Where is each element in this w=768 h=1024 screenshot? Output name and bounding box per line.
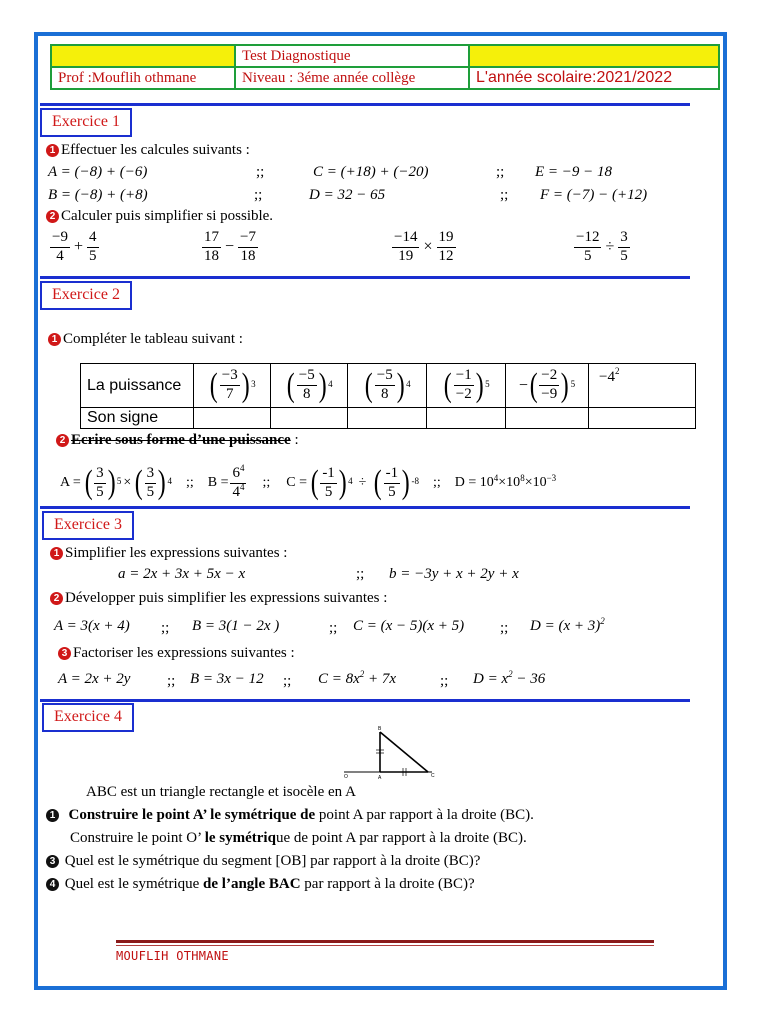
footer-rule — [116, 940, 654, 943]
footer-rule-thin — [116, 945, 654, 946]
cell-p4: ( −1 −2 ) $^5$ — [427, 364, 506, 408]
ex1-frac-3: $\frac{-14}{19}$ × $\frac{19}{12}$ — [394, 229, 454, 264]
ex2-q2-text: Ecrire sous forme d’une puissance — [71, 432, 291, 448]
sep: ;; — [283, 673, 292, 689]
ex2-q1 — [48, 332, 243, 347]
footer-author: MOUFLIH OTHMANE — [116, 949, 229, 963]
bullet-4-icon: 4 — [46, 878, 59, 891]
header-niveau: Niveau : 3éme année collège — [235, 67, 469, 89]
ex1-C: C = (+18) + (−20) — [313, 164, 429, 180]
sep: ;; — [440, 673, 449, 689]
ex3-q2 — [50, 591, 387, 606]
ex1-q2-text: Calculer puis simplifier si possible. — [61, 208, 274, 224]
sign-cell-1[interactable] — [194, 408, 271, 429]
sep: ;; — [254, 187, 263, 203]
sign-cell-4[interactable] — [427, 408, 506, 429]
sep: ;; — [500, 187, 509, 203]
power-table — [80, 363, 696, 429]
header-prof: Prof :Mouflih othmane — [51, 67, 235, 89]
header-empty-left — [51, 45, 235, 67]
header-annee: L'année scolaire:2021/2022 — [469, 67, 719, 89]
sep: ;; — [356, 566, 365, 582]
sep: ;; — [500, 620, 509, 636]
label-c: C — [431, 773, 435, 779]
bullet-2-icon: 2 — [46, 210, 59, 223]
ex1-E: E = −9 − 18 — [535, 164, 613, 180]
ex3-fact-D: $D = x^2 - 36$ — [473, 669, 546, 687]
cell-p3: ( −5 8 ) $^4$ — [348, 364, 427, 408]
sep: ;; — [496, 164, 505, 180]
header-empty-right — [469, 45, 719, 67]
rule-ex3 — [40, 506, 690, 509]
ex4-q2: Construire le point O’ le symétrique de point A par rapport à la droite (BC). — [70, 830, 527, 846]
row-label-puissance: La puissance — [81, 364, 194, 408]
bullet-1-icon: 1 — [46, 809, 59, 822]
bullet-2-icon: 2 — [56, 434, 69, 447]
label-o: O — [344, 774, 348, 780]
ex2-q1-text: Compléter le tableau suivant : — [63, 331, 243, 347]
rule-ex2 — [40, 276, 690, 279]
ex3-fact-A: A = 2x + 2y — [58, 671, 131, 687]
ex3-dev-B: B = 3(1 − 2x ) — [192, 618, 280, 634]
bullet-2-icon: 2 — [50, 592, 63, 605]
rule-ex4 — [40, 699, 690, 702]
ex3-fact-C: $C = 8x^2 + 7x$ — [318, 669, 397, 687]
exercice-2-title: Exercice 2 — [40, 281, 132, 310]
bullet-1-icon: 1 — [46, 144, 59, 157]
ex3-q1 — [50, 546, 287, 561]
ex1-A: A = (−8) + (−6) — [48, 164, 148, 180]
label-b: B — [378, 726, 382, 732]
ex4-intro: ABC est un triangle rectangle et isocèle en A — [86, 784, 356, 800]
sep: ;; — [256, 164, 265, 180]
ex3-q3-text: Factoriser les expressions suivantes : — [73, 645, 295, 661]
ex1-B: B = (−8) + (+8) — [48, 187, 148, 203]
label-a: A — [378, 775, 382, 781]
ex3-dev-D: $D = (x + 3)^2$ — [530, 616, 605, 634]
bullet-3-icon: 3 — [46, 855, 59, 868]
sep: ;; — [167, 673, 176, 689]
ex3-fact-B: B = 3x − 12 — [190, 671, 264, 687]
cell-p6: $-4^2$ — [589, 364, 696, 408]
ex1-q1-text: Effectuer les calcules suivants : — [61, 142, 250, 158]
ex1-frac-2: $\frac{17}{18}$ − $\frac{-7}{18}$ — [204, 229, 256, 264]
bullet-1-icon: 1 — [50, 547, 63, 560]
bullet-3-icon: 3 — [58, 647, 71, 660]
cell-p5: − ( −2 −9 ) $^5$ — [506, 364, 589, 408]
ex1-frac-4: $\frac{-12}{5}$ ÷ $\frac{3}{5}$ — [576, 229, 628, 264]
exercice-1-title: Exercice 1 — [40, 108, 132, 137]
ex1-q1 — [46, 143, 250, 158]
segment-bc — [380, 732, 428, 772]
ex4-q3: 3 Quel est le symétrique du segment [OB] par rapport à la droite (BC)? — [46, 854, 480, 869]
ex3-b: b = −3y + x + 2y + x — [389, 566, 519, 582]
ex3-dev-C: C = (x − 5)(x + 5) — [353, 618, 465, 634]
sep: ;; — [329, 620, 338, 636]
exercice-3-title: Exercice 3 — [42, 511, 134, 540]
header-title: Test Diagnostique — [235, 45, 469, 67]
bullet-1-icon: 1 — [48, 333, 61, 346]
cell-p1: ( −3 7 ) $^3$ — [194, 364, 271, 408]
sign-cell-2[interactable] — [271, 408, 348, 429]
triangle-figure — [336, 722, 444, 782]
sign-cell-3[interactable] — [348, 408, 427, 429]
ex3-dev-A: A = 3(x + 4) — [54, 618, 130, 634]
ex3-q1-text: Simplifier les expressions suivantes : — [65, 545, 288, 561]
cell-p2: ( −5 8 ) $^4$ — [271, 364, 348, 408]
rule-ex1 — [40, 103, 690, 106]
sep: ;; — [161, 620, 170, 636]
ex1-q2 — [46, 209, 273, 224]
ex1-F: F = (−7) − (+12) — [540, 187, 648, 203]
sign-cell-6[interactable] — [589, 408, 696, 429]
ex2-expressions: A = ( 3 5 ) $^5$ × ( 3 5 ) $^4$ ;; B = $\frac{6^4}{4^4}$ ;; C = ( -1 5 ) $^4$ ÷ ( -1 5 ) $^{-8}$ ;; $D = 10^4\times 10^8\times 10^{-3}$ — [60, 463, 557, 502]
ex2-q2: 2 Ecrire sous forme d’une puissance : — [56, 433, 299, 448]
header-table — [50, 44, 720, 90]
ex4-q1: 1 Construire le point A’ le symétrique de point A par rapport à la droite (BC). — [46, 808, 534, 823]
row-label-signe: Son signe — [81, 408, 194, 429]
ex3-a: a = 2x + 3x + 5x − x — [118, 566, 246, 582]
ex3-q3 — [58, 646, 295, 661]
ex3-q2-text: Développer puis simplifier les expressions suivantes : — [65, 590, 388, 606]
ex4-q4: 4 Quel est le symétrique de l’angle BAC par rapport à la droite (BC)? — [46, 877, 475, 892]
ex1-frac-1: $\frac{-9}{4}$ + $\frac{4}{5}$ — [52, 229, 97, 264]
sign-cell-5[interactable] — [506, 408, 589, 429]
ex1-D: D = 32 − 65 — [309, 187, 386, 203]
exercice-4-title: Exercice 4 — [42, 703, 134, 732]
